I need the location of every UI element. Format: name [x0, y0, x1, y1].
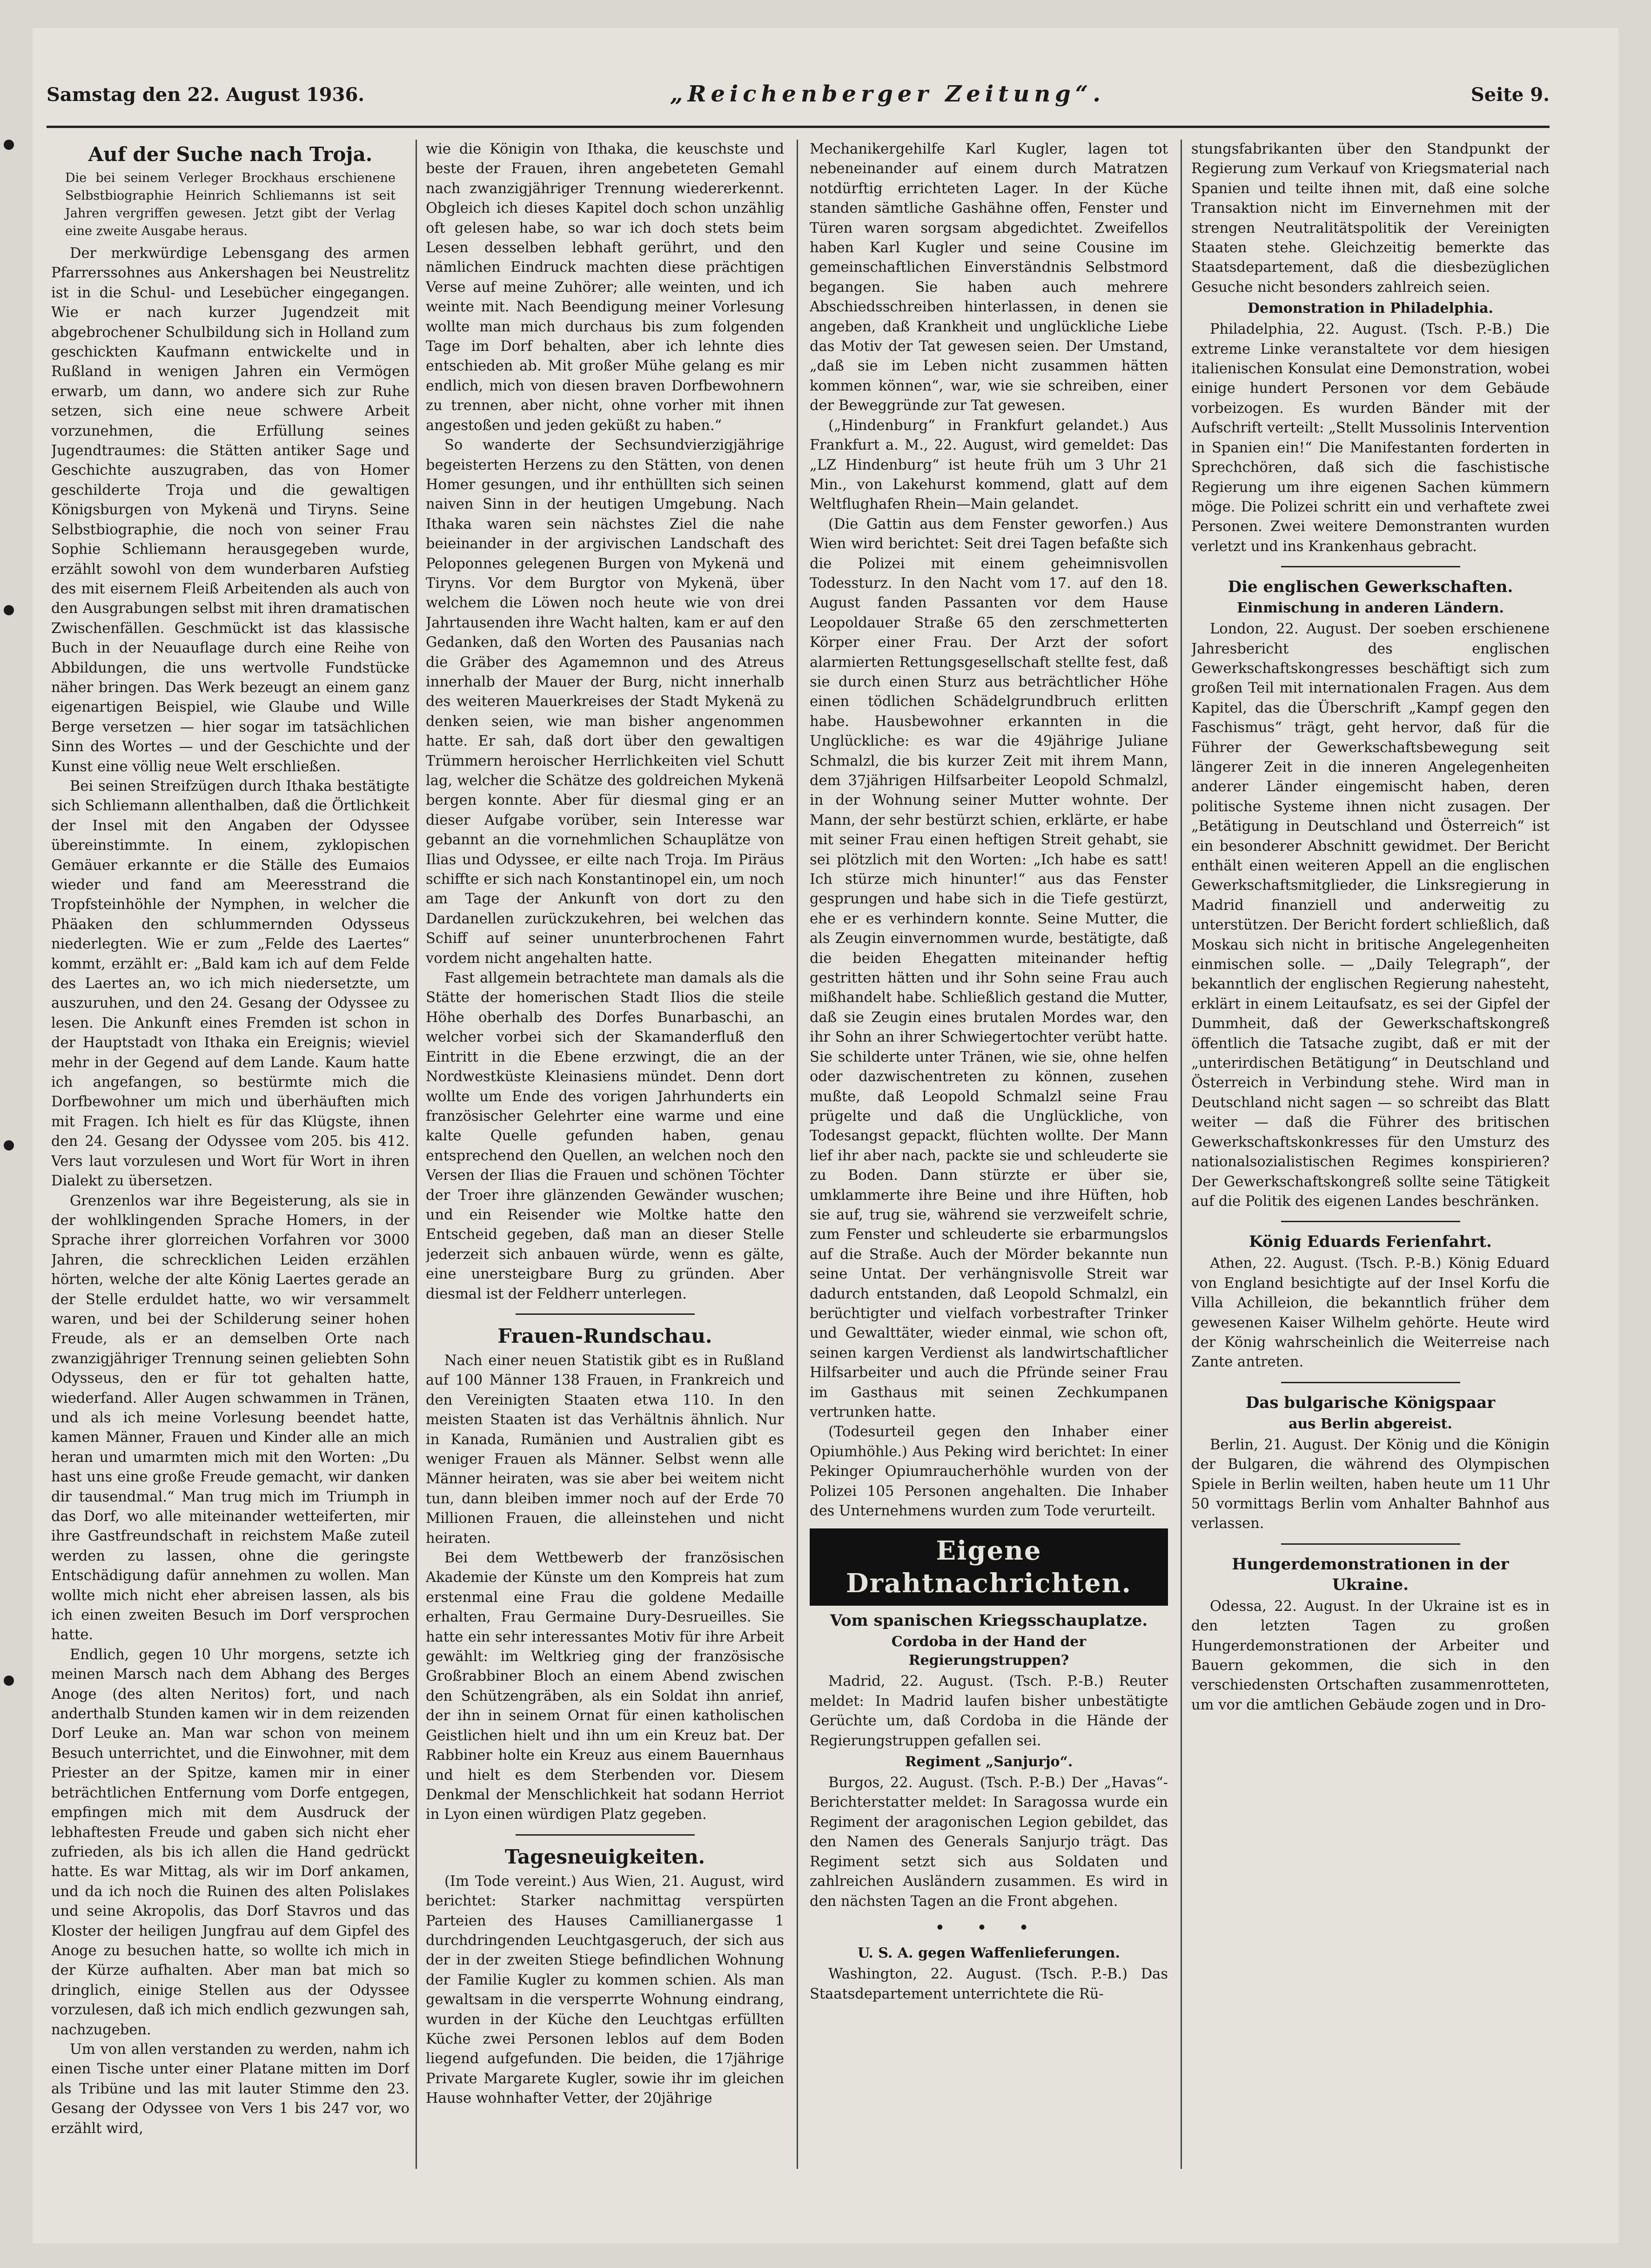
subhead-cordoba: Cordoba in der Hand der Regierungstruppen?: [891, 1634, 1087, 1669]
headline-bulgarien: Das bulgarische Königspaar: [1245, 1393, 1496, 1412]
section-divider: [516, 1834, 695, 1836]
article-title-troja: Auf der Suche nach Troja.: [88, 143, 373, 166]
paragraph: Mechanikergehilfe Karl Kugler, lagen tot nebeneinander auf einem durch Matratzen notdürftig errichteten Lager. In der Küche standen sämtliche Gashähne offen, Fenster und Türen waren sorgsam abgedichtet. Zweifellos haben Karl Kugler und seine Cousine im gemeinschaftlichen Einverständnis Selbstmord begangen. Sie haben auch mehrere Abschiedsschreiben hinterlassen, in denen sie angeben, daß Krankheit und unglückliche Liebe das Motiv der Tat gewesen seien. Der Umstand, „daß sie im Leben nicht zusammen hätten kommen können“, war, wie sie schreiben, einer der Beweggründe zur Tat gewesen.: [810, 141, 1168, 414]
binding-hole: [4, 1676, 14, 1686]
paragraph: Grenzenlos war ihre Begeisterung, als sie in der wohlklingenden Sprache Homers, in der Sprache ihrer glorreichen Vorfahren vor 3000 Jahren, die schrecklichen Leiden erzählen hörten, welche der alte König Laertes gerade an der Stelle erduldet hatte, wo wir versammelt waren, und bei der Schilderung seiner hohen Freude, als er an demselben Orte nach zwanzigjähriger Trennung seinen geliebten Sohn Odysseus, den er für tot gehalten hatte, wiederfand. Aller Augen schwammen in Tränen, und als ich meine Vorlesung beendet hatte, kamen Männer, Frauen und Kinder alle an mich heran und umarmten mich mit den Worten: „Du hast uns eine große Freude gemacht, wir danken dir tausendmal.“ Man trug mich im Triumph in das Dorf, wo alle miteinander wetteiferten, mir ihre Gastfreundschaft in reichstem Maße zuteil werden zu lassen, ohne die geringste Entschädigung dafür annehmen zu wollen. Man wollte mich nicht eher abreisen lassen, als bis ich einen zweiten Besuch im Dorf versprochen hatte.: [51, 1192, 409, 1643]
column-1: [51, 140, 409, 2201]
banner-drahtnachrichten: Eigene Drahtnachrichten.: [810, 1528, 1168, 1606]
header-rule: [47, 126, 1550, 128]
headline-ukraine: Hungerdemonstrationen in der Ukraine.: [1232, 1555, 1509, 1594]
section-title-frauen: Frauen-Rundschau.: [497, 1324, 712, 1347]
section-divider: [1281, 1221, 1460, 1222]
paragraph: Athen, 22. August. (Tsch. P.-B.) König Eduard von England besichtigte auf der Insel Korfu die Villa Achilleion, die bekanntlich früher dem gewesenen Kaiser Wilhelm gehörte. Heute wird der König wahrscheinlich die Weiterreise nach Zante antreten.: [1191, 1255, 1550, 1371]
subhead-philadelphia: Demonstration in Philadelphia.: [1248, 300, 1493, 317]
paragraph: Washington, 22. August. (Tsch. P.-B.) Das Staatsdepartement unterrichtete die Rü-: [810, 1966, 1168, 2002]
paragraph: Bei dem Wettbewerb der französischen Akademie der Künste um den Kompreis hat zum erstenmal eine Frau die goldene Medaille erhalten, Frau Germaine Dury-Desrueilles. Sie hatte ein sehr interessantes Motiv für ihre Arbeit gewählt: im Weltkrieg ging der französische Großrabbiner Bloch an einem Abend zwischen den Schützengräben, als ein Soldat ihn anrief, der ihn in seinem Ornat für einen katholischen Geistlichen hielt und ihn um ein Kreuz bat. Der Rabbiner holte ein Kreuz aus einem Bauernhaus und hielt es dem Sterbenden vor. Diesem Denkmal der Menschlichkeit hat sodann Herriot in Lyon einen würdigen Platz gegeben.: [426, 1550, 784, 1823]
subhead-spain: Vom spanischen Kriegsschauplatze.: [830, 1611, 1148, 1630]
column-3: [810, 140, 1168, 2201]
section-divider: [1281, 1382, 1460, 1383]
paragraph: (Todesurteil gegen den Inhaber einer Opiumhöhle.) Aus Peking wird berichtet: In einer Pekinger Opiumraucherhöhle wurden von der Polizei 105 Personen angehalten. Die Inhaber des Unternehmens wurden zum Tode verurteilt.: [810, 1424, 1168, 1520]
headline-gewerkschaften: Die englischen Gewerkschaften.: [1228, 578, 1513, 597]
subhead-sanjurjo: Regiment „Sanjurjo“.: [905, 1754, 1073, 1770]
paragraph: stungsfabrikanten über den Standpunkt der Regierung zum Verkauf von Kriegsmaterial nach Spanien und teilte ihnen mit, daß eine solche Transaktion nicht im Einvernehmen mit der strengen Neutralitätspolitik der Vereinigten Staaten stehe. Gleichzeitig bemerkte das Staatsdepartement, daß die diesbezüglichen Gesuche nicht besonders zahlreich seien.: [1191, 141, 1550, 296]
binding-hole: [4, 1140, 14, 1151]
paragraph: („Hindenburg“ in Frankfurt gelandet.) Aus Frankfurt a. M., 22. August, wird gemeldet: Das „LZ Hindenburg“ ist heute früh um 3 Uhr 21 Min., von Lakehurst kommend, glatt auf dem Weltflughafen Rhein—Main gelandet.: [810, 417, 1168, 513]
headline-eduard: König Eduards Ferienfahrt.: [1249, 1232, 1492, 1252]
paragraph: Burgos, 22. August. (Tsch. P.-B.) Der „Havas“-Berichterstatter meldet: In Saragossa wurde ein Regiment der aragonischen Legion gebildet, das den Namen des Generals Sanjurjo trägt. Das Regiment setzt sich aus Soldaten und zahlreichen Ausländern zusammen. Es wird in den nächsten Tagen an die Front abgehen.: [810, 1775, 1168, 1910]
paragraph: Madrid, 22. August. (Tsch. P.-B.) Reuter meldet: In Madrid laufen bisher unbestätigte Gerüchte um, daß Cordoba in die Hände der Regierungstruppen gefallen sei.: [810, 1673, 1168, 1749]
paragraph: Nach einer neuen Statistik gibt es in Rußland auf 100 Männer 138 Frauen, in Frankreich und den Vereinigten Staaten etwa 110. In den meisten Staaten ist das Verhältnis ähnlich. Nur in Kanada, Rumänien und Australien gibt es weniger Frauen als Männer. Selbst wenn alle Männer heiraten, was sie aber bei weitem nicht tun, dann bleiben immer noch auf der Erde 70 Millionen Frauen, die alleinstehen und nicht heiraten.: [426, 1352, 784, 1547]
subhead-berlin: aus Berlin abgereist.: [1289, 1415, 1452, 1432]
paragraph: Bei seinen Streifzügen durch Ithaka bestätigte sich Schliemann allenthalben, daß die Örtlichkeit der Insel mit den Angaben der Odyssee übereinstimmte. In einem, zyklopischen Gemäuer erkannte er die Ställe des Eumaios wieder und fand am Meeresstrand die Tropfsteinhöhle der Nymphen, in welcher die Phäaken den schlummernden Odysseus niederlegten. Wie er zum „Felde des Laertes“ kommt, erzählt er: „Bald kam ich auf dem Felde des Laertes an, wo ich mich niedersetzte, um auszuruhen, und den 24. Gesang der Odyssee zu lesen. Die Ankunft eines Fremden ist schon in der Hauptstadt von Ithaka ein Ereignis; wieviel mehr in der Gegend auf dem Lande. Kaum hatte ich angefangen, so bestürmte mich die Dorfbewohner um mich und überhäuften mich mit Fragen. Ich hielt es für das Klügste, ihnen den 24. Gesang der Odyssee vom 205. bis 412. Vers laut vorzulesen und Wort für Wort in ihren Dialekt zu übersetzen.: [51, 778, 409, 1190]
subhead-usa: U. S. A. gegen Waffenlieferungen.: [858, 1945, 1120, 1962]
page-number: Seite 9.: [1470, 84, 1550, 106]
binding-holes: [0, 0, 28, 2268]
section-divider: [1281, 1543, 1460, 1545]
paragraph: Endlich, gegen 10 Uhr morgens, setzte ich meinen Marsch nach dem Abhang des Berges Anoge (des alten Neritos) fort, und nach anderthalb Stunden kamen wir in dem reizenden Dorf Leuke an. Man war schon von meinem Besuch unterrichtet, und die Einwohner, mit dem Priester an der Spitze, kamen mir in einer beträchtlichen Entfernung vom Dorfe entgegen, empfingen mich mit dem Ausdruck der lebhaftesten Freude und gaben sich nicht eher zufrieden, als bis ich allen die Hand gedrückt hatte. Es war Mittag, als wir im Dorf ankamen, und da ich noch die Ruinen des alten Polislakes und seine Akropolis, das Dorf Stavros und das Kloster der heiligen Jungfrau auf dem Gipfel des Anoge zu besuchen hatte, so wollte ich mich in der Kürze aufhalten. Aber man bat mich so dringlich, einige Stellen aus der Odyssee vorzulesen, daß ich mich endlich gezwungen sah, nachzugeben.: [51, 1646, 409, 2038]
separator-dots: • • •: [935, 1919, 1042, 1936]
paragraph: Um von allen verstanden zu werden, nahm ich einen Tische unter einer Platane mitten im Dorf als Tribüne und las mit lauter Stimme den 23. Gesang der Odyssee von Vers 1 bis 247 vor, wo erzählt wird,: [51, 2041, 409, 2137]
paragraph: Odessa, 22. August. In der Ukraine ist es in den letzten Tagen zu großen Hungerdemonstrationen der Arbeiter und Bauern gekommen, die sich in den verschiedensten Ortschaften zusammenrotteten, um vor die amtlichen Gebäude zogen und in Dro-: [1191, 1598, 1550, 1713]
subhead-einmischung: Einmischung in anderen Ländern.: [1237, 600, 1504, 617]
paragraph: Berlin, 21. August. Der König und die Königin der Bulgaren, die während des Olympischen Spiele in Berlin weilten, haben heute um 11 Uhr 50 vormittags Berlin vom Anhalter Bahnhof aus verlassen.: [1191, 1436, 1550, 1532]
paragraph: wie die Königin von Ithaka, die keuschste und beste der Frauen, ihren angebeteten Gemahl nach zwanzigjähriger Trennung wiedererkennt. Obgleich ich dieses Kapitel doch schon unzählig oft gelesen habe, so war ich doch stets beim Lesen desselben lebhaft gerührt, und den nämlichen Eindruck machten diese prächtigen Verse auf meine Zuhörer; alle weinten, und ich weinte mit. Nach Beendigung meiner Vorlesung wollte man mich durchaus bis zum folgenden Tage im Dorf behalten, aber ich lehnte dies entschieden ab. Mit großer Mühe gelang es mir endlich, mich von diesen braven Dorfbewohnern zu trennen, aber nicht, ohne vorher mit ihnen angestoßen und jeden geküßt zu haben.“: [426, 141, 784, 434]
paragraph: (Die Gattin aus dem Fenster geworfen.) Aus Wien wird berichtet: Seit drei Tagen befaßte sich die Polizei mit einem geheimnisvollen Todessturz. In den Nacht vom 17. auf den 18. August fanden Passanten vor dem Hause Leopoldauer Straße 65 den zerschmetterten Körper einer Frau. Der Arzt der sofort alarmierten Rettungsgesellschaft stellte fest, daß sie durch einen Sturz aus beträchtlicher Höhe einen tödlichen Schädelgrundbruch erlitten habe. Hausbewohner erkannten in die Unglückliche: es war die 49jährige Juliane Schmalzl, die bis kurzer Zeit mit ihrem Mann, dem 37jährigen Hilfsarbeiter Leopold Schmalzl, in der Wohnung seiner Mutter wohnte. Der Mann, der sehr bestürzt schien, erklärte, er habe mit seiner Frau einen heftigen Streit gehabt, sie sei plötzlich mit den Worten: „Ich habe es satt! Ich stürze mich hinunter!“ aus das Fenster gesprungen und habe sich in die Tiefe gestürzt, ehe er es verhindern konnte. Seine Mutter, die als Zeugin einvernommen wurde, bestätigte, daß die beiden Ehegatten miteinander heftig gestritten hätten und ihr Sohn seine Frau auch mißhandelt habe. Schließlich gestand die Mutter, daß sie Zeugin eines brutalen Mordes war, den ihr Sohn an ihrer Schwiegertochter verübt hatte. Sie schilderte unter Tränen, wie sie, ohne helfen oder dazwischentreten zu können, zusehen mußte, daß Leopold Schmalzl seine Frau prügelte und daß die Unglückliche, von Todesangst gepackt, flüchten wollte. Der Mann lief ihr aber nach, packte sie und schleuderte sie zu Boden. Dann stürzte er über sie, umklammerte ihre Beine und ihre Hüften, hob sie auf, trug sie, während sie verzweifelt schrie, zum Fenster und schleuderte sie erbarmungslos auf die Straße. Auch der Mörder bekannte nun seine Untat. Der verhängnisvolle Streit war dadurch entstanden, daß Leopold Schmalzl, ein berüchtigter und vielfach vorbestrafter Trinker und Gewalttäter, wieder einmal, wie schon oft, seinen kargen Verdienst als landwirtschaftlicher Hilfsarbeiter und auch die Pfründe seiner Frau im Gasthaus mit seinen Zechkumpanen vertrunken hatte.: [810, 516, 1168, 1420]
column-rule: [416, 140, 417, 2169]
article-intro: Die bei seinem Verleger Brockhaus erschienene Selbstbiographie Heinrich Schliemanns ist seit Jahren vergriffen gewesen. Jetzt gibt der Verlag eine zweite Ausgabe heraus.: [65, 171, 396, 238]
section-title-tagesneuigkeiten: Tagesneuigkeiten.: [504, 1845, 705, 1868]
column-4: [1191, 140, 1550, 2201]
newspaper-title: „Reichenberger Zeitung“.: [670, 81, 1105, 107]
paragraph: (Im Tode vereint.) Aus Wien, 21. August, wird berichtet: Starker nachmittag verspürten Parteien des Hauses Camillianergasse 1 durchdringenden Leuchtgasgeruch, der sich aus der in der zweiten Stiege befindlichen Wohnung der Familie Kugler zu kommen schien. Als man gewaltsam in die versperrte Wohnung eindrang, wurden in der Küche den Leuchtgas erfüllten Küche zwei Personen leblos auf dem Boden liegend aufgefunden. Die beiden, die 17jährige Private Margarete Kugler, sowie ihr im gleichen Hause wohnhafter Vetter, der 20jährige: [426, 1873, 784, 2107]
paragraph: So wanderte der Sechsundvierzigjährige begeisterten Herzens zu den Stätten, von denen Homer gesungen, und ihr enthüllten sich seinen naiven Sinn in der heutigen Umgebung. Nach Ithaka waren sein nächstes Ziel die nahe beieinander in der argivischen Landschaft des Peloponnes gelegenen Burgen von Mykenä und Tiryns. Vor dem Burgtor von Mykenä, über welchem die Löwen noch heute wie von drei Jahrtausenden ihre Wacht halten, kam er auf den Gedanken, daß den Worten des Pausanias nach die Gräber des Agamemnon und des Atreus innerhalb der Mauer der Burg, nicht innerhalb des weiteren Mauerkreises der Stadt Mykenä zu denken seien, wie man bisher angenommen hatte. Er sah, daß dort über den gewaltigen Trümmern heroischer Herrlichkeiten viel Schutt lag, welcher die Schätze des goldreichen Mykenä bergen konnte. Aber für diesmal ging er an dieser Aufgabe vorüber, sein Interesse war gebannt an die vornehmlichen Schauplätze von Ilias und Odyssee, er eilte nach Troja. Im Piräus schiffte er sich nach Konstantinopel ein, um noch am Tage der Ankunft von dort zu den Dardanellen zurückzukehren, bei welchen das Schiff auf seiner ununterbrochenen Fahrt vordem nicht angehalten hatte.: [426, 437, 784, 967]
paragraph: Der merkwürdige Lebensgang des armen Pfarrerssohnes aus Ankershagen bei Neustrelitz ist in die Schul- und Lesebücher eingegangen. Wie er nach kurzer Jugendzeit mit abgebrochener Schulbildung sich in Holland zum geschickten Kaufmann entwickelte und in Rußland in wenigen Jahren ein Vermögen erwarb, um dann, wo andere sich zur Ruhe setzen, sich eine neue schwere Arbeit vorzunehmen, die Erfüllung seines Jugendtraumes: die Stätten antiker Sage und Geschichte auszugraben, das von Homer geschilderte Troja und die gewaltigen Königsburgen von Mykenä und Tiryns. Seine Selbstbiographie, die noch von seiner Frau Sophie Schliemann herausgegeben wurde, erzählt sowohl von dem wunderbaren Aufstieg des mit eisernem Fleiß Arbeitenden als auch von den Ausgrabungen selbst mit ihren dramatischen Zwischenfällen. Geschmückt ist das klassische Buch in der Neuauflage durch eine Reihe von Abbildungen, die uns wertvolle Fundstücke näher bringen. Das Werk bezeugt an einem ganz eigenartigen Beispiel, wie Glaube und Wille Berge versetzen — hier sogar im tatsächlichen Sinn des Wortes — und der Geschichte und der Kunst eine völlig neue Welt erschließen.: [51, 245, 409, 775]
paragraph: London, 22. August. Der soeben erschienene Jahresbericht des englischen Gewerkschaftskongresses beschäftigt sich zum großen Teil mit internationalen Fragen. Aus dem Kapitel, das die Überschrift „Kampf gegen den Faschismus“ trägt, geht hervor, daß für die Führer der Gewerkschaftsbewegung seit längerer Zeit in die inneren Angelegenheiten anderer Länder eingemischt haben, deren politische Systeme ihnen nicht zusagen. Der „Betätigung in Deutschland und Österreich“ ist ein besonderer Abschnitt gewidmet. Der Bericht enthält einen weiteren Appell an die englischen Gewerkschaftsmitglieder, die Linksregierung in Madrid finanziell und anderweitig zu unterstützen. Der Bericht fordert schließlich, daß Moskau sich nicht in britische Angelegenheiten einmischen solle. — „Daily Telegraph“, der bekanntlich der englischen Regierung nahesteht, erklärt in einem Leitaufsatz, es sei der Gipfel der Dummheit, daß der Gewerkschaftskongreß öffentlich die Tatsache zugibt, daß er mit der „unterirdischen Betätigung“ in Deutschland und Österreich in Verbindung stehe. Wird man in Deutschland nicht sagen — so schreibt das Blatt weiter — daß die Führer des britischen Gewerkschaftskonkresses für den Umsturz des nationalsozialistischen Regimes konspirieren? Der Gewerkschaftskongreß sollte seine Tätigkeit auf die Politik des eigenen Landes beschränken.: [1191, 621, 1550, 1210]
column-rule: [797, 140, 798, 2169]
page-header: [47, 79, 1550, 112]
section-divider: [1281, 566, 1460, 567]
paragraph: Fast allgemein betrachtete man damals als die Stätte der homerischen Stadt Ilios die steile Höhe oberhalb des Dorfes Bunarbaschi, an welcher vorbei sich der Skamanderfluß den Eintritt in die Ebene erzwingt, die an der Nordwestküste Kleinasiens mündet. Denn dort wollte um Ende des vorigen Jahrhunderts ein französischer Gelehrter eine warme und eine kalte Quelle gefunden haben, genau entsprechend den Quellen, an welchen noch den Versen der Ilias die Frauen und schönen Töchter der Troer ihre glänzenden Gewänder wuschen; und ein Reisender wie Moltke hatte den Entscheid gegeben, daß man an dieser Stelle jederzeit sich anbauen würde, wenn es gälte, eine unersteigbare Burg zu gründen. Aber diesmal ist der Feldherr unterlegen.: [426, 970, 784, 1302]
paragraph: Philadelphia, 22. August. (Tsch. P.-B.) Die extreme Linke veranstaltete vor dem hiesigen italienischen Konsulat eine Demonstration, wobei einige hundert Personen vor dem Gebäude vorbeizogen. Es wurden Bänder mit der Aufschrift verteilt: „Stellt Mussolinis Intervention in Spanien ein!“ Die Manifestanten forderten in Sprechchören, daß sich die faschistische Regierung um ihre eigenen Sachen kümmern möge. Die Polizei schritt ein und verhaftete zwei Personen. Zwei weitere Demonstranten wurden verletzt und ins Krankenhaus gebracht.: [1191, 321, 1550, 555]
binding-hole: [4, 140, 14, 150]
column-rule: [1181, 140, 1182, 2169]
issue-date: Samstag den 22. August 1936.: [47, 84, 365, 106]
binding-hole: [4, 605, 14, 615]
section-divider: [516, 1313, 695, 1315]
column-2: [426, 140, 784, 2201]
